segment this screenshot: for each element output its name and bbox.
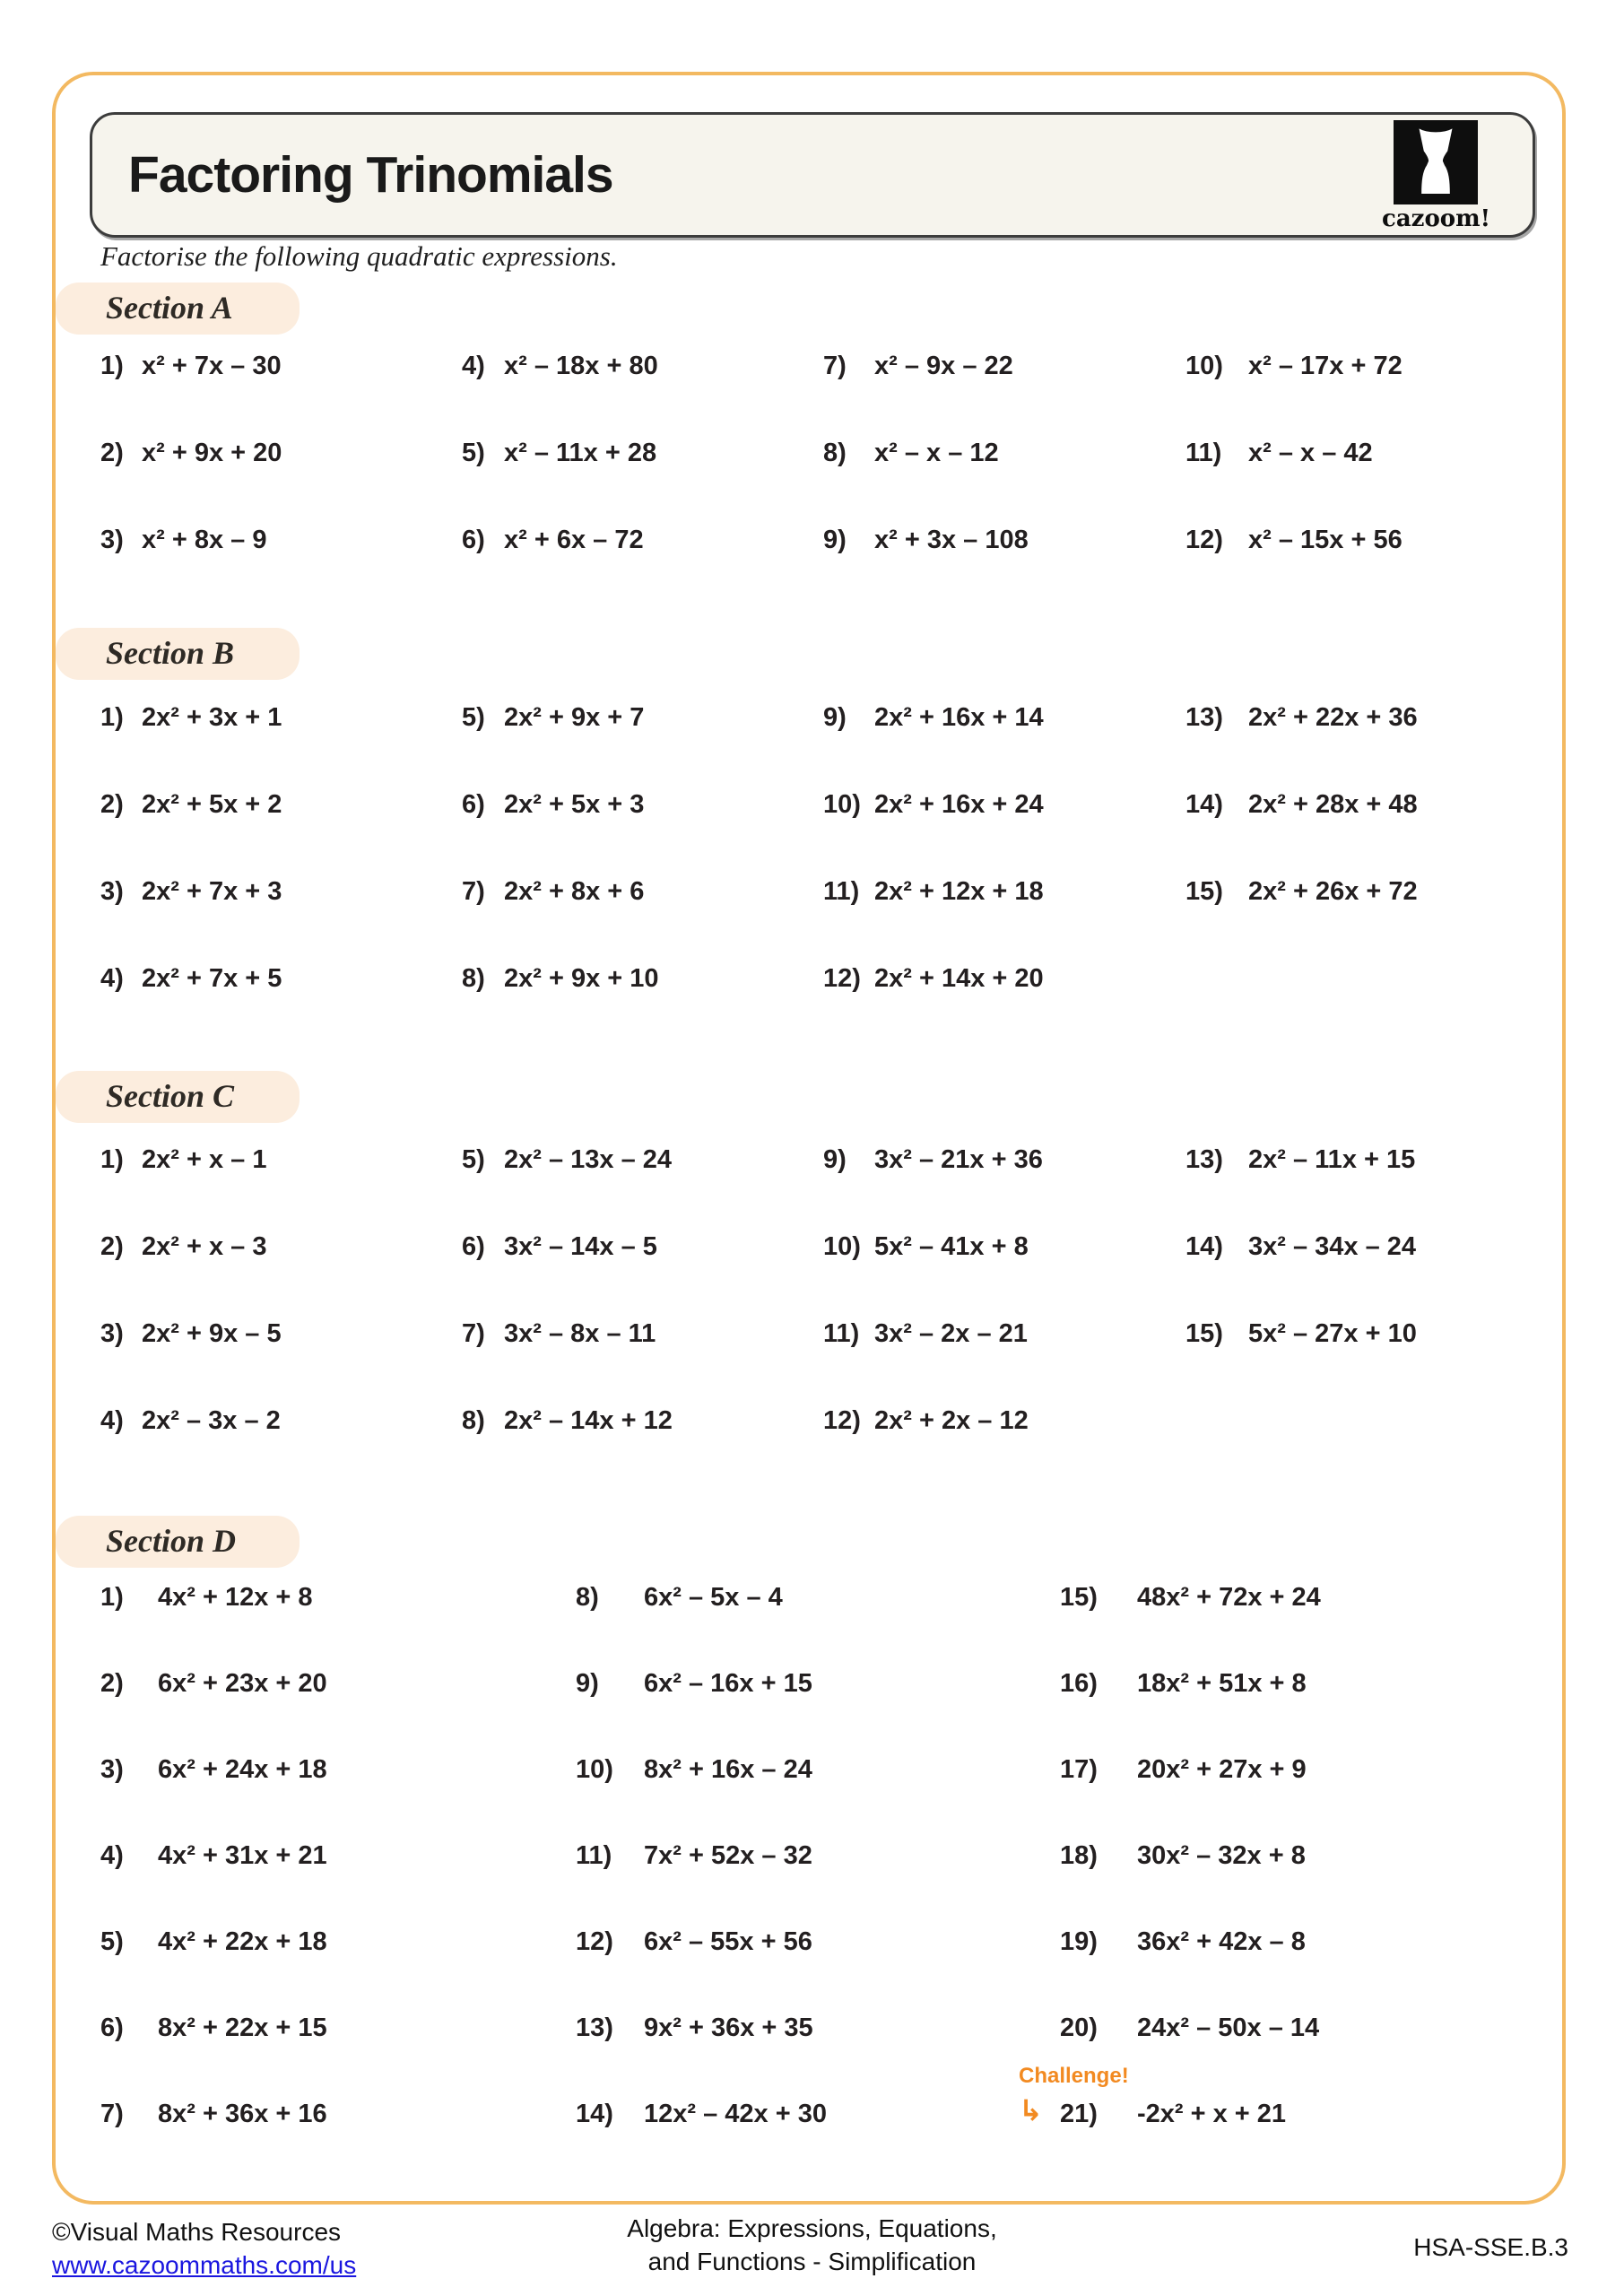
challenge-label: Challenge! xyxy=(1019,2064,1129,2088)
problem-expression: 20x² + 27x + 9 xyxy=(1137,1755,1307,1784)
problem-number: 13) xyxy=(1185,1145,1223,1174)
problem-number: 2) xyxy=(100,1669,124,1698)
problem-item xyxy=(823,437,1029,524)
problem-number: 12) xyxy=(576,1927,613,1956)
problem-item xyxy=(100,1581,327,1667)
problem-item xyxy=(576,1926,827,2012)
section-a-column-4 xyxy=(1185,350,1403,611)
problem-expression: 3x² – 8x – 11 xyxy=(504,1319,656,1348)
problem-number: 20) xyxy=(1060,2013,1098,2042)
problem-number: 4) xyxy=(100,964,124,993)
problem-number: 1) xyxy=(100,1583,124,1612)
problem-number: 10) xyxy=(823,1232,861,1261)
cazoom-logo xyxy=(1382,120,1489,232)
problem-item xyxy=(576,1753,827,1839)
problem-number: 11) xyxy=(823,1319,860,1348)
problem-number: 14) xyxy=(1185,790,1223,819)
problem-expression: 6x² + 23x + 20 xyxy=(158,1669,327,1698)
problem-number: 1) xyxy=(100,703,124,732)
section-header-d xyxy=(56,1516,300,1568)
problem-expression: x² – 17x + 72 xyxy=(1248,352,1403,380)
problem-expression: 3x² – 14x – 5 xyxy=(504,1232,657,1261)
problem-expression: x² – x – 42 xyxy=(1248,439,1373,467)
problem-expression: 8x² + 16x – 24 xyxy=(644,1755,812,1784)
section-a-column-3 xyxy=(823,350,1029,611)
problem-number: 12) xyxy=(823,964,861,993)
problem-item xyxy=(1060,1581,1321,1667)
title-box xyxy=(90,112,1535,238)
section-b-column-4 xyxy=(1185,701,1418,962)
section-title: Section A xyxy=(106,290,233,326)
problem-expression: 2x² + 3x + 1 xyxy=(142,703,282,732)
problem-expression: 4x² + 12x + 8 xyxy=(158,1583,313,1612)
footer-topic-line2: and Functions - Simplification xyxy=(647,2248,977,2275)
problem-item xyxy=(1185,1144,1417,1231)
problem-item xyxy=(462,1231,673,1318)
problem-expression: 2x² + 16x + 24 xyxy=(874,790,1044,819)
problem-item xyxy=(100,962,282,1049)
problem-item xyxy=(823,1144,1043,1231)
instruction-text: Factorise the following quadratic expressions. xyxy=(100,240,618,272)
problem-expression: 2x² + 9x + 7 xyxy=(504,703,645,732)
problem-expression: 7x² + 52x – 32 xyxy=(644,1841,812,1870)
problem-number: 9) xyxy=(823,1145,847,1174)
problem-number: 12) xyxy=(823,1406,861,1435)
problem-item xyxy=(1060,1839,1321,1926)
problem-expression: 2x² + 5x + 2 xyxy=(142,790,282,819)
problem-number: 10) xyxy=(1185,352,1223,380)
problem-expression: 2x² – 13x – 24 xyxy=(504,1145,673,1174)
problem-number: 13) xyxy=(576,2013,613,2042)
section-title: Section C xyxy=(106,1078,235,1114)
problem-item xyxy=(823,524,1029,611)
problem-expression: 2x² + 5x + 3 xyxy=(504,790,645,819)
problem-expression: x² – 9x – 22 xyxy=(874,352,1013,380)
problem-number: 6) xyxy=(462,526,485,554)
problem-item xyxy=(100,1753,327,1839)
problem-number: 17) xyxy=(1060,1755,1098,1784)
problem-item xyxy=(1185,1318,1417,1405)
problem-number: 9) xyxy=(823,703,847,732)
problem-number: 15) xyxy=(1185,1319,1223,1348)
problem-expression: x² – 11x + 28 xyxy=(504,439,657,467)
problem-expression: x² + 9x + 20 xyxy=(142,439,282,467)
problem-expression: 2x² + 22x + 36 xyxy=(1248,703,1418,732)
problem-number: 21) xyxy=(1060,2100,1098,2128)
problem-item xyxy=(1185,1231,1417,1318)
problem-number: 9) xyxy=(576,1669,599,1698)
problem-expression: x² – 18x + 80 xyxy=(504,352,658,380)
problem-number: 5) xyxy=(462,439,485,467)
problem-number: 10) xyxy=(576,1755,613,1784)
problem-expression: 3x² – 21x + 36 xyxy=(874,1145,1043,1174)
problem-number: 3) xyxy=(100,1319,124,1348)
problem-item xyxy=(823,1231,1043,1318)
problem-expression: 2x² + 7x + 5 xyxy=(142,964,282,993)
problem-item xyxy=(462,875,659,962)
problem-expression: 2x² + 9x – 5 xyxy=(142,1319,282,1348)
problem-number: 7) xyxy=(823,352,847,380)
problem-number: 4) xyxy=(100,1841,124,1870)
problem-number: 18) xyxy=(1060,1841,1098,1870)
problem-item xyxy=(462,1318,673,1405)
problem-expression: 6x² – 16x + 15 xyxy=(644,1669,812,1698)
section-d-column-1 xyxy=(100,1581,327,2184)
section-a-column-2 xyxy=(462,350,658,611)
problem-number: 11) xyxy=(1185,439,1222,467)
problem-number: 3) xyxy=(100,1755,124,1784)
problem-number: 9) xyxy=(823,526,847,554)
problem-expression: x² + 6x – 72 xyxy=(504,526,644,554)
problem-item xyxy=(100,1405,282,1492)
section-header-a xyxy=(56,283,300,335)
standard-code: HSA-SSE.B.3 xyxy=(1413,2233,1568,2261)
problem-number: 4) xyxy=(462,352,485,380)
problem-item xyxy=(100,437,282,524)
problem-item xyxy=(462,437,658,524)
problem-item xyxy=(462,524,658,611)
problem-expression: 36x² + 42x – 8 xyxy=(1137,1927,1306,1956)
problem-item xyxy=(100,875,282,962)
problem-item xyxy=(823,1405,1043,1492)
problem-number: 4) xyxy=(100,1406,124,1435)
problem-number: 14) xyxy=(576,2100,613,2128)
problem-number: 1) xyxy=(100,352,124,380)
problem-expression: 24x² – 50x – 14 xyxy=(1137,2013,1320,2042)
problem-number: 16) xyxy=(1060,1669,1098,1698)
problem-item xyxy=(1185,437,1403,524)
problem-item xyxy=(462,962,659,1049)
problem-expression: 3x² – 34x – 24 xyxy=(1248,1232,1417,1261)
problem-item xyxy=(576,1667,827,1753)
problem-item xyxy=(1185,875,1418,962)
problem-number: 7) xyxy=(462,1319,485,1348)
section-b-column-1 xyxy=(100,701,282,1049)
problem-expression: 2x² + 8x + 6 xyxy=(504,877,645,906)
problem-expression: 6x² – 55x + 56 xyxy=(644,1927,812,1956)
problem-number: 6) xyxy=(462,1232,485,1261)
problem-item xyxy=(1185,701,1418,788)
problem-number: 7) xyxy=(100,2100,124,2128)
problem-expression: 2x² + 14x + 20 xyxy=(874,964,1044,993)
problem-item xyxy=(462,1405,673,1492)
problem-item xyxy=(100,701,282,788)
problem-item xyxy=(100,1667,327,1753)
problem-number: 8) xyxy=(462,964,485,993)
challenge-arrow-icon: ↳ xyxy=(1019,2093,1043,2127)
problem-item xyxy=(1060,1667,1321,1753)
problem-number: 2) xyxy=(100,1232,124,1261)
problem-item xyxy=(100,1318,282,1405)
problem-expression: 8x² + 22x + 15 xyxy=(158,2013,327,2042)
problem-item xyxy=(100,1144,282,1231)
problem-item xyxy=(576,1839,827,1926)
problem-expression: 2x² – 14x + 12 xyxy=(504,1406,673,1435)
problem-expression: x² – x – 12 xyxy=(874,439,999,467)
footer-topic-line1: Algebra: Expressions, Equations, xyxy=(627,2214,997,2242)
problem-expression: 9x² + 36x + 35 xyxy=(644,2013,813,2042)
problem-expression: 2x² + x – 1 xyxy=(142,1145,267,1174)
problem-expression: 2x² + 28x + 48 xyxy=(1248,790,1418,819)
problem-item xyxy=(576,1581,827,1667)
problem-expression: 6x² – 5x – 4 xyxy=(644,1583,783,1612)
problem-number: 12) xyxy=(1185,526,1223,554)
problem-item xyxy=(100,1839,327,1926)
problem-number: 14) xyxy=(1185,1232,1223,1261)
problem-number: 3) xyxy=(100,526,124,554)
problem-expression: 2x² + 7x + 3 xyxy=(142,877,282,906)
problem-expression: 2x² + 9x + 10 xyxy=(504,964,659,993)
problem-expression: 2x² + 26x + 72 xyxy=(1248,877,1418,906)
problem-expression: 6x² + 24x + 18 xyxy=(158,1755,327,1784)
problem-expression: x² + 7x – 30 xyxy=(142,352,282,380)
problem-number: 5) xyxy=(462,1145,485,1174)
copyright-text: ©Visual Maths Resources xyxy=(52,2218,342,2246)
problem-item xyxy=(100,2012,327,2098)
problem-expression: x² + 8x – 9 xyxy=(142,526,267,554)
section-title: Section D xyxy=(106,1523,237,1559)
problem-item xyxy=(100,1926,327,2012)
problem-item xyxy=(462,701,659,788)
problem-expression: 2x² + x – 3 xyxy=(142,1232,267,1261)
problem-number: 3) xyxy=(100,877,124,906)
problem-expression: 48x² + 72x + 24 xyxy=(1137,1583,1321,1612)
problem-item xyxy=(462,788,659,875)
problem-expression: 12x² – 42x + 30 xyxy=(644,2100,827,2128)
problem-expression: -2x² + x + 21 xyxy=(1137,2100,1287,2128)
problem-item xyxy=(1185,788,1418,875)
problem-item xyxy=(462,1144,673,1231)
problem-item xyxy=(100,788,282,875)
problem-expression: 2x² – 3x – 2 xyxy=(142,1406,281,1435)
problem-item xyxy=(576,2012,827,2098)
problem-expression: 4x² + 31x + 21 xyxy=(158,1841,327,1870)
problem-expression: x² + 3x – 108 xyxy=(874,526,1029,554)
logo-text: cazoom! xyxy=(1382,205,1491,232)
problem-number: 8) xyxy=(823,439,847,467)
problem-expression: 5x² – 41x + 8 xyxy=(874,1232,1029,1261)
problem-number: 2) xyxy=(100,790,124,819)
problem-number: 15) xyxy=(1060,1583,1098,1612)
section-c-column-4 xyxy=(1185,1144,1417,1405)
website-link[interactable]: www.cazoommaths.com/us xyxy=(52,2251,357,2279)
footer-topic xyxy=(0,2212,1624,2278)
section-title: Section B xyxy=(106,635,235,671)
section-header-c xyxy=(56,1071,300,1123)
problem-item xyxy=(1060,1926,1321,2012)
problem-item xyxy=(100,2098,327,2184)
section-d-column-2 xyxy=(576,1581,827,2184)
problem-item xyxy=(823,1318,1043,1405)
problem-number: 8) xyxy=(576,1583,599,1612)
section-c-column-2 xyxy=(462,1144,673,1492)
problem-number: 6) xyxy=(100,2013,124,2042)
problem-item xyxy=(1185,524,1403,611)
problem-expression: 2x² – 11x + 15 xyxy=(1248,1145,1416,1174)
problem-expression: 3x² – 2x – 21 xyxy=(874,1319,1028,1348)
problem-number: 5) xyxy=(100,1927,124,1956)
section-header-b xyxy=(56,628,300,680)
problem-number: 1) xyxy=(100,1145,124,1174)
problem-number: 11) xyxy=(576,1841,612,1870)
problem-item xyxy=(100,524,282,611)
problem-number: 10) xyxy=(823,790,861,819)
problem-number: 5) xyxy=(462,703,485,732)
problem-item xyxy=(1019,2064,1321,2184)
section-b-column-3 xyxy=(823,701,1044,1049)
problem-item xyxy=(823,962,1044,1049)
problem-item xyxy=(576,2098,827,2184)
page-title: Factoring Trinomials xyxy=(128,146,613,204)
problem-item xyxy=(462,350,658,437)
problem-item xyxy=(100,1231,282,1318)
problem-number: 2) xyxy=(100,439,124,467)
section-c-column-3 xyxy=(823,1144,1043,1492)
problem-number: 7) xyxy=(462,877,485,906)
drum-icon xyxy=(1394,120,1478,204)
problem-item xyxy=(823,875,1044,962)
problem-expression: 18x² + 51x + 8 xyxy=(1137,1669,1307,1698)
problem-expression: 4x² + 22x + 18 xyxy=(158,1927,327,1956)
problem-number: 11) xyxy=(823,877,860,906)
problem-item xyxy=(823,350,1029,437)
problem-expression: x² – 15x + 56 xyxy=(1248,526,1403,554)
problem-number: 8) xyxy=(462,1406,485,1435)
section-d-column-3 xyxy=(1019,1581,1321,2184)
problem-item xyxy=(100,350,282,437)
problem-expression: 30x² – 32x + 8 xyxy=(1137,1841,1306,1870)
problem-expression: 2x² + 2x – 12 xyxy=(874,1406,1029,1435)
problem-item xyxy=(1060,1753,1321,1839)
problem-item xyxy=(1185,350,1403,437)
problem-expression: 5x² – 27x + 10 xyxy=(1248,1319,1417,1348)
problem-expression: 8x² + 36x + 16 xyxy=(158,2100,327,2128)
problem-expression: 2x² + 12x + 18 xyxy=(874,877,1044,906)
problem-number: 13) xyxy=(1185,703,1223,732)
problem-item xyxy=(823,701,1044,788)
problem-item xyxy=(823,788,1044,875)
problem-number: 15) xyxy=(1185,877,1223,906)
section-a-column-1 xyxy=(100,350,282,611)
problem-expression: 2x² + 16x + 14 xyxy=(874,703,1044,732)
section-c-column-1 xyxy=(100,1144,282,1492)
problem-number: 19) xyxy=(1060,1927,1098,1956)
section-b-column-2 xyxy=(462,701,659,1049)
problem-number: 6) xyxy=(462,790,485,819)
